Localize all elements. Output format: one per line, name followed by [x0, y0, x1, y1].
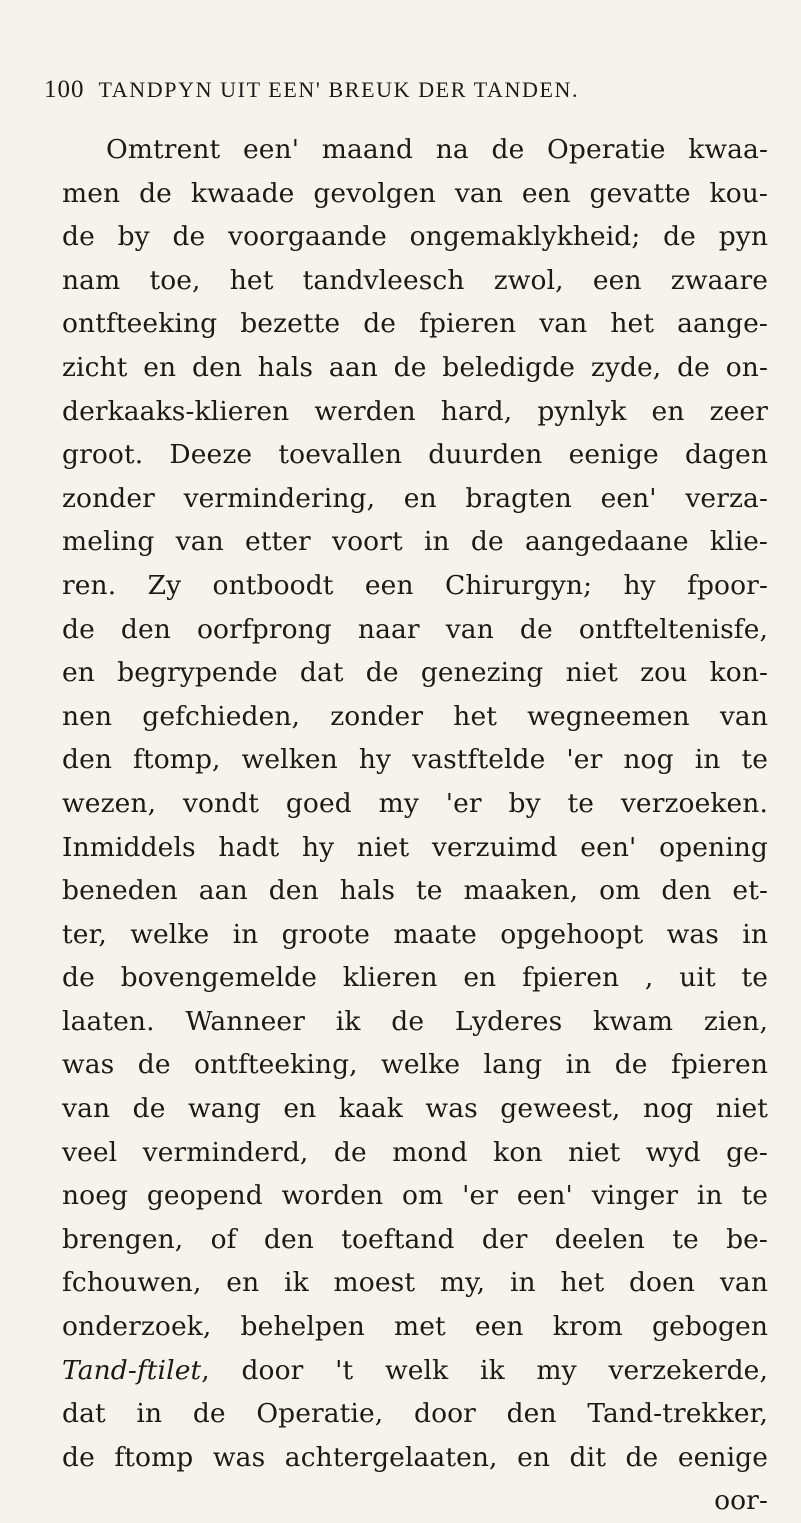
body-text: [62, 128, 768, 1523]
text-line: onderzoek, behelpen met een krom gebogen: [62, 1311, 768, 1343]
text-line: ter, welke in groote maate opgehoopt was in: [62, 918, 768, 950]
text-line: dat in de Operatie, door den Tand-trekker,: [62, 1398, 768, 1430]
text-line: meling van etter voort in de aangedaane klie-: [62, 526, 768, 558]
text-line: zonder vermindering, en bragten een' verza-: [62, 482, 768, 514]
text-line: nam toe, het tandvleesch zwol, een zwaare: [62, 264, 768, 296]
page-number: 100: [44, 76, 85, 103]
text-line: Omtrent een' maand na de Operatie kwaa-: [106, 134, 768, 165]
text-line: noeg geopend worden om 'er een' vinger in te: [62, 1180, 768, 1212]
text-line: ontfteeking bezette de fpieren van het aange-: [62, 308, 768, 340]
text-line: beneden aan den hals te maaken, om den et-: [62, 875, 768, 907]
text-run: , door 't welk ik my verzekerde,: [201, 1354, 768, 1386]
text-line: nen gefchieden, zonder het wegneemen van: [62, 700, 768, 732]
text-line: groot. Deeze toevallen duurden eenige dagen: [62, 439, 768, 471]
text-line: ren. Zy ontboodt een Chirurgyn; hy fpoor-: [62, 569, 768, 601]
text-line: de by de voorgaande ongemaklykheid; de pyn: [62, 221, 768, 253]
italic-term: Tand-ftilet: [62, 1354, 202, 1386]
text-line: den ftomp, welken hy vastftelde 'er nog in te: [62, 744, 768, 776]
text-line: de den oorfprong naar van de ontfteltenisfe,: [62, 613, 768, 645]
page-header: [44, 76, 744, 116]
text-line: brengen, of den toeftand der deelen te be-: [62, 1223, 768, 1255]
text-line: de bovengemelde klieren en fpieren , uit te: [62, 962, 768, 994]
text-line: wezen, vondt goed my 'er by te verzoeken.: [62, 787, 768, 819]
running-title: TANDPYN UIT EEN' BREUK DER TANDEN.: [98, 77, 580, 102]
text-line: men de kwaade gevolgen van een gevatte kou-: [62, 177, 768, 209]
text-line: de ftomp was achtergelaaten, en dit de eenige: [62, 1441, 768, 1473]
text-line: en begrypende dat de genezing niet zou kon-: [62, 657, 768, 689]
text-line-with-italic: [62, 1349, 768, 1393]
catchword: oor-: [714, 1485, 768, 1517]
text-line: veel verminderd, de mond kon niet wyd ge-: [62, 1136, 768, 1168]
text-line: van de wang en kaak was geweest, nog niet: [62, 1093, 768, 1125]
text-line: Inmiddels hadt hy niet verzuimd een' opening: [62, 831, 768, 863]
text-line: was de ontfteeking, welke lang in de fpieren: [62, 1049, 768, 1081]
text-line: derkaaks-klieren werden hard, pynlyk en zeer: [62, 395, 768, 427]
text-line: laaten. Wanneer ik de Lyderes kwam zien,: [62, 1005, 768, 1037]
text-line: zicht en den hals aan de beledigde zyde, de on-: [62, 351, 768, 383]
text-line: fchouwen, en ik moest my, in het doen van: [62, 1267, 768, 1299]
